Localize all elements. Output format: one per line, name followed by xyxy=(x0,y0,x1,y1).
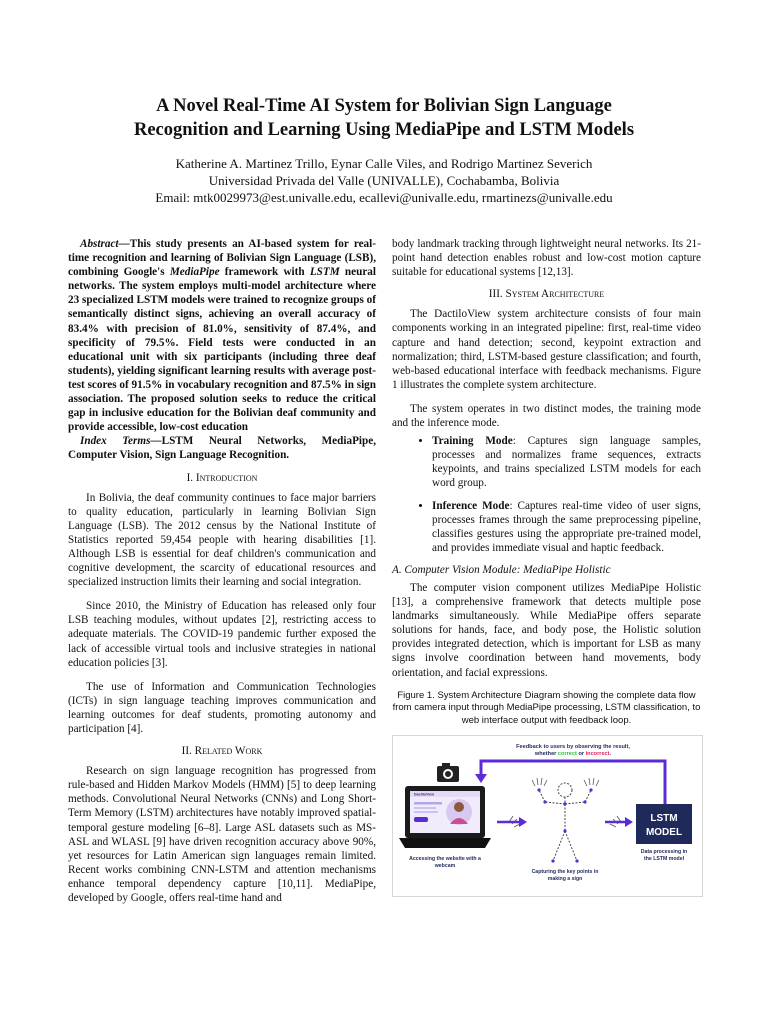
flow-arrowhead xyxy=(625,817,633,827)
abstract-mediapipe: MediaPipe xyxy=(169,266,220,279)
paper-title xyxy=(60,94,708,142)
mode-text: : Captures sign language samples, processes and normalizes frame sequences, extracts keypoints, and trains specialized LSTM models for each word group. xyxy=(432,435,701,490)
flow-arrowhead xyxy=(519,817,527,827)
title-line: A Novel Real-Time AI System for Bolivian Sign Language xyxy=(156,96,612,116)
author-names: Katherine A. Martinez Trillo, Eynar Calle Viles, and Rodrigo Martinez Severich xyxy=(175,156,593,171)
abstract xyxy=(68,237,376,434)
section-heading-introduction: I. Introduction xyxy=(186,471,258,484)
related-paragraph: Research on sign language recognition has progressed from rule-based and Hidden Markov Models (HMM) [5] to deep learning methods. Convolutional Neural Networks (CNNs) and Long Short-Term Memory (LSTM) architectures have notably improved spatial-temporal gesture modeling [6–8]. Large ASL datasets such as MS-ASL and WLASL [9] have driven recognition accuracy above 90%, yet resources for Latin American sign languages remain limited. Recent works combining CNN-LSTM and attention mechanisms enhance temporal dependency capture [10,11]. MediaPipe, developed by Google, offers real-time hand and xyxy=(68,765,376,905)
author-email: Email: mtk0029973@est.univalle.edu, ecallevi@univalle.edu, rmartinezs@univalle.edu xyxy=(155,190,613,205)
related-continuation: body landmark tracking through lightweight neural networks. Its 21-point hand detection enables robust and low-cost motion capture suitable for educational systems [12,13]. xyxy=(392,238,701,279)
lstm-label: LSTM xyxy=(650,813,678,825)
keypoint-skeleton xyxy=(539,783,591,861)
capture-label: making a sign xyxy=(547,876,583,883)
architecture-figure xyxy=(392,735,703,897)
intro-paragraph: Since 2010, the Ministry of Education has released only four LSB teaching modules, without updates [2], restricting access to adequate materials. The COVID-19 pandemic further exposed the lack of accessible virtual tools and inclusive strategies in national education policies [3]. xyxy=(68,600,376,669)
process-label: the LSTM model xyxy=(643,856,685,863)
list-item xyxy=(432,499,701,555)
mode-term: Inference Mode xyxy=(432,499,510,512)
abstract-lstm: LSTM xyxy=(309,266,340,279)
access-label: webcam xyxy=(434,863,456,870)
abstract-text: This study presents an AI-based system for real-time recognition and learning of Bolivian Sign Language (LSB), combining Google's xyxy=(68,238,376,279)
subsection-heading: A. Computer Vision Module: MediaPipe Holistic xyxy=(392,563,611,576)
index-terms-lead: Index Terms— xyxy=(80,435,162,448)
capture-label: Capturing the key points in xyxy=(531,869,599,876)
feedback-result: whether correct or incorrect. xyxy=(534,751,612,758)
screen-title: DactiloView xyxy=(414,792,435,797)
architecture-diagram xyxy=(393,736,702,896)
feedback-label: Feedback to users by observing the result, xyxy=(516,744,630,751)
architecture-paragraph: The system operates in two distinct modes, the training mode and the inference mode. xyxy=(392,402,701,430)
title-line: Recognition and Learning Using MediaPipe and LSTM Models xyxy=(133,120,635,140)
left-column xyxy=(68,237,376,905)
index-terms-text: LSTM Neural Networks, MediaPipe, Computer Vision, Sign Language Recognition. xyxy=(68,435,376,462)
feedback-arrow xyxy=(481,761,665,804)
process-label: Data processing in xyxy=(640,849,688,856)
list-item xyxy=(432,434,701,490)
laptop-icon xyxy=(399,786,491,848)
computer-vision-paragraph: The computer vision component utilizes MediaPipe Holistic [13], a comprehensive framework that detects multiple pose landmarks simultaneously. While MediaPipe offers separate solutions for hands, face, and body pose, the Holistic solution provides integrated detection, which is important for LSB as many signs involve coordination between hand movements, body orientation, and facial expressions. xyxy=(392,581,701,679)
intro-paragraph: In Bolivia, the deaf community continues to face major barriers to quality education, particularly in learning Bolivian Sign Language (LSB). The 2012 census by the National Institute of Statistics reported 59,454 people with hearing disabilities [1]. Although LSB is essential for deaf children's communication and cognitive development, the scarcity of educational resources and specialized instruction limits their learning and social integration. xyxy=(68,491,376,589)
author-block xyxy=(40,155,728,206)
index-terms xyxy=(68,434,376,462)
section-heading-related-work: II. Related Work xyxy=(181,745,263,758)
webcam-icon xyxy=(437,763,459,782)
lstm-model-box xyxy=(636,804,692,844)
right-column xyxy=(392,237,701,897)
abstract-lead: Abstract— xyxy=(80,238,130,250)
mode-list xyxy=(392,434,701,555)
feedback-arrowhead xyxy=(475,774,487,783)
section-heading-architecture: III. System Architecture xyxy=(488,288,605,301)
intro-paragraph: The use of Information and Communication Technologies (ICTs) in sign language teaching improves communication and learning outcomes for deaf students, promoting autonomy and participation [4]. xyxy=(68,680,376,735)
mode-text: : Captures real-time video of user signs, processes frames through the same preprocessing pipeline, classifies gestures using the appropriate pre-trained model, and provides immediate visual and haptic feedback. xyxy=(432,499,701,554)
access-label: Accessing the website with a xyxy=(409,856,481,863)
architecture-paragraph: The DactiloView system architecture consists of four main components working in an integrated pipeline: first, real-time video capture and hand detection; second, keypoint extraction and normalization; third, LSTM-based gesture classification; and fourth, web-based educational interface with feedback mechanisms. Figure 1 illustrates the complete system architecture. xyxy=(392,308,701,391)
mode-term: Training Mode xyxy=(432,435,513,448)
abstract-text: neural networks. The system employs multi-model architecture where 23 specialized LSTM models were trained to recognize groups of semantically distinct signs, achieving an overall accuracy of 83.4% with precision of 81.0%, sensitivity of 87.4%, and specificity of 79.5%. Field tests were conducted in an educational unit with six participants (including three deaf students), yielding significant learning results with average post-test scores of 91.5% in vocabulary recognition and 87.5% in sign association. The proposed solution seeks to reduce the critical gap in inclusive education for the Bolivian deaf community and provide accessible, low-cost education xyxy=(68,266,376,434)
model-label: MODEL xyxy=(645,827,683,839)
author-affiliation: Universidad Privada del Valle (UNIVALLE), Cochabamba, Bolivia xyxy=(208,173,560,188)
abstract-text: framework with xyxy=(219,266,310,279)
figure-caption: Figure 1. System Architecture Diagram showing the complete data flow from camera input through MediaPipe processing, LSTM classification, to web interface output with feedback loop. xyxy=(392,689,701,726)
